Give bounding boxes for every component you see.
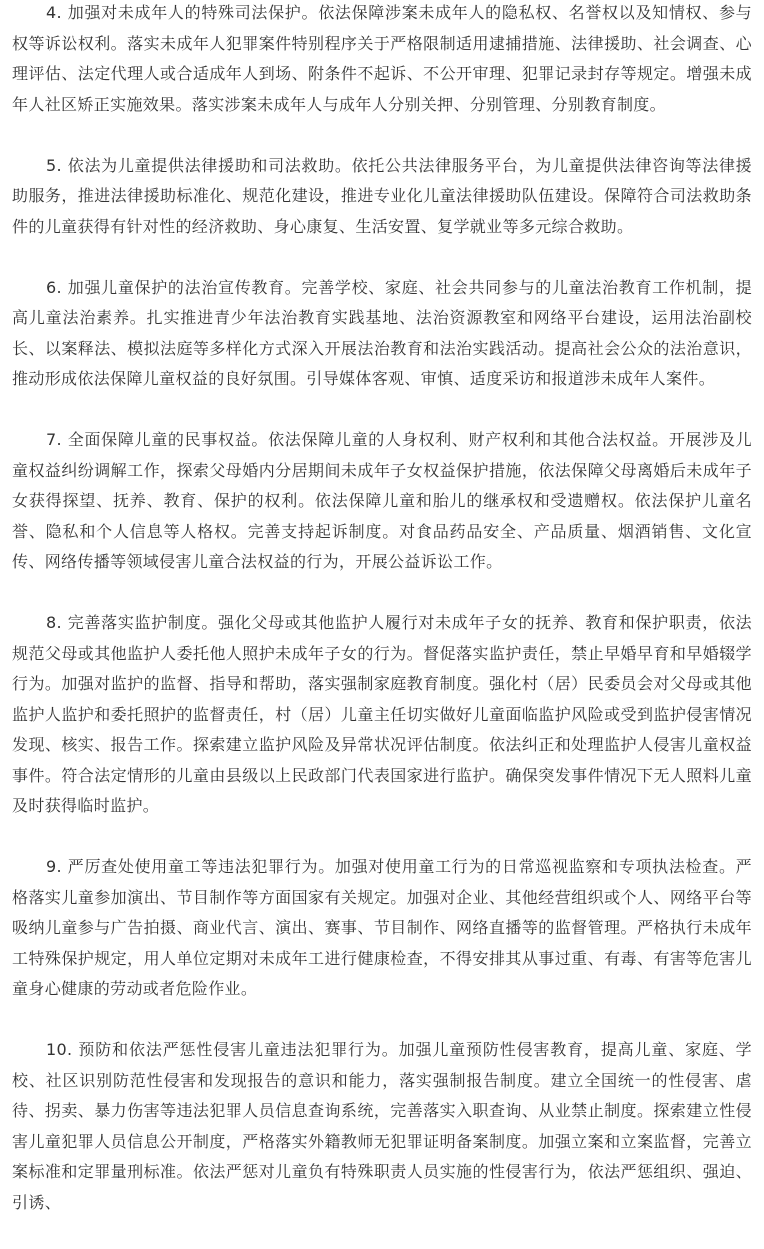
paragraph-item-5: 5. 依法为儿童提供法律援助和司法救助。依托公共法律服务平台，为儿童提供法律咨询等法律援助服务，推进法律援助标准化、规范化建设，推进专业化儿童法律援助队伍建设。保障符合司法救助条件的儿童获得有针对性的经济救助、身心康复、生活安置、复学就业等多元综合救助。 [12,155,752,236]
paragraph-item-7: 7. 全面保障儿童的民事权益。依法保障儿童的人身权利、财产权利和其他合法权益。开展涉及儿童权益纠纷调解工作，探索父母婚内分居期间未成年子女权益保护措施，依法保障父母离婚后未成年子女获得探望、抚养、教育、保护的权利。依法保障儿童和胎儿的继承权和受遗赠权。依法保护儿童名誉、隐私和个人信息等人格权。完善支持起诉制度。对食品药品安全、产品质量、烟酒销售、文化宣传、网络传播等领域侵害儿童合法权益的行为，开展公益诉讼工作。 [12,430,752,571]
paragraph-item-6: 6. 加强儿童保护的法治宣传教育。完善学校、家庭、社会共同参与的儿童法治教育工作机制，提高儿童法治素养。扎实推进青少年法治教育实践基地、法治资源教室和网络平台建设，运用法治副校长、以案释法、模拟法庭等多样化方式深入开展法治教育和法治实践活动。提高社会公众的法治意识，推动形成依法保障儿童权益的良好氛围。引导媒体客观、审慎、适度采访和报道涉未成年人案件。 [12,277,752,388]
paragraph-item-9: 9. 严厉查处使用童工等违法犯罪行为。加强对使用童工行为的日常巡视监察和专项执法检查。严格落实儿童参加演出、节目制作等方面国家有关规定。加强对企业、其他经营组织或个人、网络平台等吸纳儿童参与广告拍摄、商业代言、演出、赛事、节目制作、网络直播等的监督管理。严格执行未成年工特殊保护规定，用人单位定期对未成年工进行健康检查，不得安排其从事过重、有毒、有害等危害儿童身心健康的劳动或者危险作业。 [12,857,752,998]
paragraph-item-10: 10. 预防和依法严惩性侵害儿童违法犯罪行为。加强儿童预防性侵害教育，提高儿童、家庭、学校、社区识别防范性侵害和发现报告的意识和能力，落实强制报告制度。建立全国统一的性侵害、虐待、拐卖、暴力伤害等违法犯罪人员信息查询系统，完善落实入职查询、从业禁止制度。探索建立性侵害儿童犯罪人员信息公开制度，严格落实外籍教师无犯罪证明备案制度。加强立案和立案监督，完善立案标准和定罪量刑标准。依法严惩对儿童负有特殊职责人员实施的性侵害行为，依法严惩组织、强迫、引诱、 [12,1040,752,1212]
paragraph-item-8: 8. 完善落实监护制度。强化父母或其他监护人履行对未成年子女的抚养、教育和保护职责，依法规范父母或其他监护人委托他人照护未成年子女的行为。督促落实监护责任，禁止早婚早育和早婚辍学行为。加强对监护的监督、指导和帮助，落实强制家庭教育制度。强化村（居）民委员会对父母或其他监护人监护和委托照护的监督责任，村（居）儿童主任切实做好儿童面临监护风险或受到监护侵害情况发现、核实、报告工作。探索建立监护风险及异常状况评估制度。依法纠正和处理监护人侵害儿童权益事件。符合法定情形的儿童由县级以上民政部门代表国家进行监护。确保突发事件情况下无人照料儿童及时获得临时监护。 [12,613,752,815]
paragraph-item-4: 4. 加强对未成年人的特殊司法保护。依法保障涉案未成年人的隐私权、名誉权以及知情权、参与权等诉讼权利。落实未成年人犯罪案件特别程序关于严格限制适用逮捕措施、法律援助、社会调查、心理评估、法定代理人或合适成年人到场、附条件不起诉、不公开审理、犯罪记录封存等规定。增强未成年人社区矫正实施效果。落实涉案未成年人与成年人分别关押、分别管理、分别教育制度。 [12,3,752,114]
